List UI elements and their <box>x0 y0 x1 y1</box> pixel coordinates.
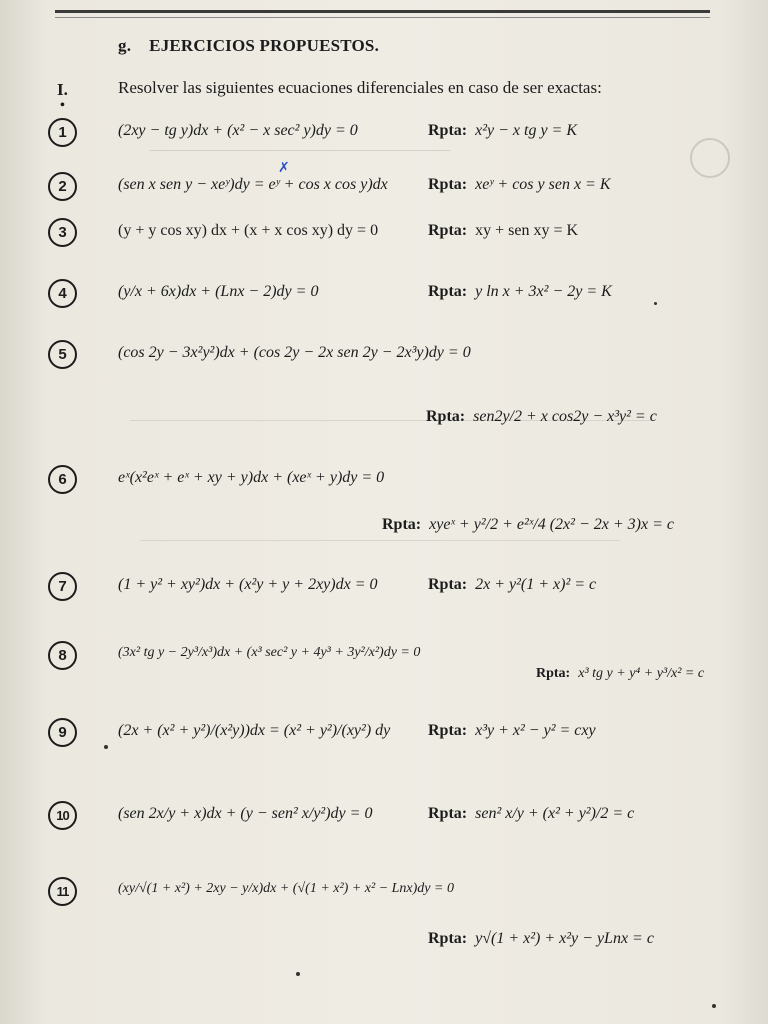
answer-text: 2x + y²(1 + x)² = c <box>475 576 597 593</box>
exercise-equation: (sen x sen y − xeʸ)dy = eʸ + cos x cos y)dx <box>118 176 388 193</box>
rpta-label: Rpta: <box>428 805 468 822</box>
rpta-label: Rpta: <box>428 722 468 739</box>
exercise-number-badge: 3 <box>48 218 77 247</box>
top-rule <box>55 10 710 13</box>
rpta-label: Rpta: <box>428 576 468 593</box>
exercise-number-badge: 8 <box>48 641 77 670</box>
exercise-number-badge: 6 <box>48 465 77 494</box>
answer-text: y√(1 + x²) + x²y − yLnx = c <box>475 930 654 947</box>
exercise-answer <box>428 283 612 301</box>
exercise-equation: (sen 2x/y + x)dx + (y − sen² x/y²)dy = 0 <box>118 805 373 822</box>
rpta-label: Rpta: <box>382 516 422 533</box>
answer-text: x²y − x tg y = K <box>475 122 578 139</box>
rpta-label: Rpta: <box>428 283 468 300</box>
exercise-answer <box>428 576 596 594</box>
top-rule-thin <box>55 17 710 18</box>
exercise-number-badge: 9 <box>48 718 77 747</box>
section-letter: g. <box>118 36 132 55</box>
exercise-answer <box>426 408 657 426</box>
answer-text: xeʸ + cos y sen x = K <box>475 176 611 193</box>
section-heading <box>118 36 379 56</box>
answer-text: x³y + x² − y² = cxy <box>475 722 596 739</box>
bleed-through-line <box>150 150 450 161</box>
exercise-equation: (xy/√(1 + x²) + 2xy − y/x)dx + (√(1 + x²) + x² − Lnx)dy = 0 <box>118 881 454 896</box>
rpta-label: Rpta: <box>426 408 466 425</box>
answer-text: xyeˣ + y²/2 + e²ˣ/4 (2x² − 2x + 3)x = c <box>429 516 674 533</box>
exercise-answer <box>428 930 654 948</box>
answer-text: xy + sen xy = K <box>475 222 579 239</box>
scan-speck <box>654 302 657 305</box>
rpta-label: Rpta: <box>428 222 468 239</box>
scan-speck <box>712 1004 716 1008</box>
exercise-number-badge: 1 <box>48 118 77 147</box>
rpta-label: Rpta: <box>536 666 571 681</box>
exercise-equation: (2xy − tg y)dx + (x² − x sec² y)dy = 0 <box>118 122 358 139</box>
exercise-answer <box>428 722 596 740</box>
instruction-text: Resolver las siguientes ecuaciones diferenciales en caso de ser exactas: <box>118 78 602 97</box>
exercise-answer <box>536 666 704 682</box>
exercise-number-badge: 4 <box>48 279 77 308</box>
exercise-equation: (2x + (x² + y²)/(x²y))dx = (x² + y²)/(xy²) dy <box>118 722 391 739</box>
section-title: EJERCICIOS PROPUESTOS. <box>149 36 380 55</box>
exercise-answer <box>428 122 577 140</box>
exercise-number-badge: 2 <box>48 172 77 201</box>
answer-text: sen2y/2 + x cos2y − x³y² = c <box>473 408 657 425</box>
exercise-equation: (3x² tg y − 2y³/x³)dx + (x³ sec² y + 4y³ + 3y²/x²)dy = 0 <box>118 645 421 660</box>
exercise-answer <box>428 222 578 240</box>
part-numeral: I. <box>57 80 68 99</box>
exercise-answer <box>428 805 634 823</box>
answer-text: x³ tg y + y⁴ + y³/x² = c <box>578 666 705 681</box>
exercise-number-badge: 7 <box>48 572 77 601</box>
exercise-equation: (cos 2y − 3x²y²)dx + (cos 2y − 2x sen 2y − 2x³y)dy = 0 <box>118 344 471 361</box>
exercise-number-badge: 11 <box>48 877 77 906</box>
exercise-equation: (y + y cos xy) dx + (x + x cos xy) dy = 0 <box>118 222 379 239</box>
rpta-label: Rpta: <box>428 930 468 947</box>
exercise-equation: (1 + y² + xy²)dx + (x²y + y + 2xy)dx = 0 <box>118 576 378 593</box>
exercise-answer <box>428 176 611 194</box>
bleed-through-line <box>140 540 620 551</box>
rpta-label: Rpta: <box>428 122 468 139</box>
scan-speck <box>104 745 108 749</box>
rpta-label: Rpta: <box>428 176 468 193</box>
answer-text: y ln x + 3x² − 2y = K <box>475 283 612 300</box>
exercise-number-badge: 10 <box>48 801 77 830</box>
bleed-through-circle <box>690 138 730 178</box>
part-bullet: • <box>60 98 65 113</box>
exercise-answer <box>382 516 674 534</box>
scan-speck <box>296 972 300 976</box>
exercise-equation: (y/x + 6x)dx + (Lnx − 2)dy = 0 <box>118 283 319 300</box>
handwritten-correction-mark: ✗ <box>278 160 290 176</box>
exercise-number-badge: 5 <box>48 340 77 369</box>
answer-text: sen² x/y + (x² + y²)/2 = c <box>475 805 635 822</box>
exercise-equation: eˣ(x²eˣ + eˣ + xy + y)dx + (xeˣ + y)dy = 0 <box>118 469 385 486</box>
